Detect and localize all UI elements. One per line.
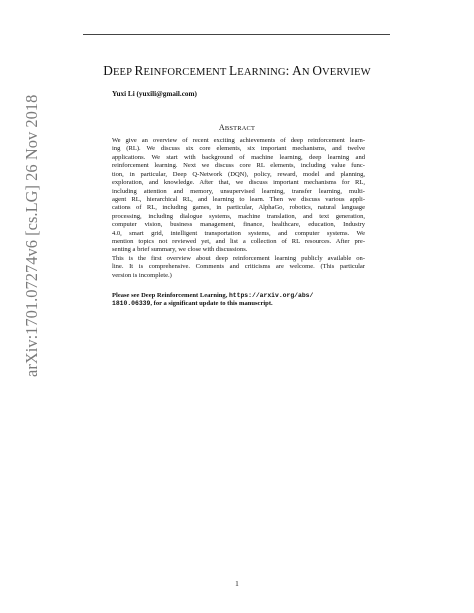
notice-suffix: , for a significant update to this manuscript. xyxy=(150,300,273,308)
page-number: 1 xyxy=(235,579,239,588)
abstract-line: including attention and memory, unsupervised learning, transfer learning, multi- xyxy=(112,187,365,195)
abstract-paragraph-2 xyxy=(112,255,365,280)
abstract-line: tion, in particular, Deep Q-Network (DQN), policy, reward, model and planning, xyxy=(112,170,365,178)
title-part: D xyxy=(103,63,113,78)
abstract-line: computer vision, business management, finance, healthcare, education, Industry xyxy=(112,221,365,229)
abstract-line: cations of RL, including games, in particular, AlphaGo, robotics, natural language xyxy=(112,204,365,212)
abstract-heading-cap: A xyxy=(218,123,225,132)
top-rule xyxy=(83,34,390,35)
author-line: Yuxi Li (yuxili@gmail.com) xyxy=(112,90,197,98)
abstract-line: ing (RL). We discuss six core elements, six important mechanisms, and twelve xyxy=(112,145,365,153)
abstract-line: mention topics not reviewed yet, and list a collection of RL resources. After pre- xyxy=(112,238,365,246)
notice-prefix: Please see Deep Reinforcement Learning, xyxy=(112,292,229,299)
abstract-line: line. It is comprehensive. Comments and criticisms are welcome. (This particular xyxy=(112,263,365,271)
abstract-line: 4.0, smart grid, intelligent transportation systems, and computer systems. We xyxy=(112,229,365,237)
title-part: O xyxy=(312,63,323,78)
title-part: EARNING xyxy=(237,67,286,78)
title-part: R xyxy=(134,63,144,78)
abstract-line: reinforcement learning. Next we discuss core RL elements, including value func- xyxy=(112,162,365,170)
title-part: VERVIEW xyxy=(322,67,371,78)
abstract-line: This is the first overview about deep reinforcement learning publicly available on- xyxy=(112,254,365,262)
notice-url-part[interactable]: https://arxiv.org/abs/ xyxy=(228,292,314,299)
abstract-heading xyxy=(0,122,474,134)
paper-title xyxy=(0,62,474,82)
title-part: L xyxy=(229,63,238,78)
abstract-paragraph-1 xyxy=(112,137,365,255)
abstract-line: senting a brief summary, we close with discussions. xyxy=(112,246,248,254)
abstract-body xyxy=(112,137,365,280)
title-part: : A xyxy=(285,63,302,78)
title-part: EINFORCEMENT xyxy=(143,67,230,78)
abstract-line: agent RL, hierarchical RL, and learning to learn. Then we discuss various appli- xyxy=(112,195,365,203)
abstract-heading-rest: BSTRACT xyxy=(224,125,256,132)
abstract-line: exploration, and knowledge. After that, we discuss important mechanisms for RL, xyxy=(112,179,365,187)
abstract-line: applications. We start with background of machine learning, deep learning and xyxy=(112,153,365,161)
abstract-line: We give an overview of recent exciting achievements of deep reinforcement learn- xyxy=(112,137,365,144)
notice-url-part[interactable]: 1810.06339 xyxy=(112,300,151,308)
title-part: EEP xyxy=(112,67,135,78)
update-notice xyxy=(112,292,365,309)
title-part: N xyxy=(301,67,313,78)
arxiv-stamp xyxy=(0,0,41,613)
abstract-line: version is incomplete.) xyxy=(112,271,172,279)
abstract-line: processing, including dialogue systems, machine translation, and text generation, xyxy=(112,212,365,220)
arxiv-identifier[interactable]: arXiv:1701.07274v6 [cs.LG] 26 Nov 2018 xyxy=(22,94,41,377)
